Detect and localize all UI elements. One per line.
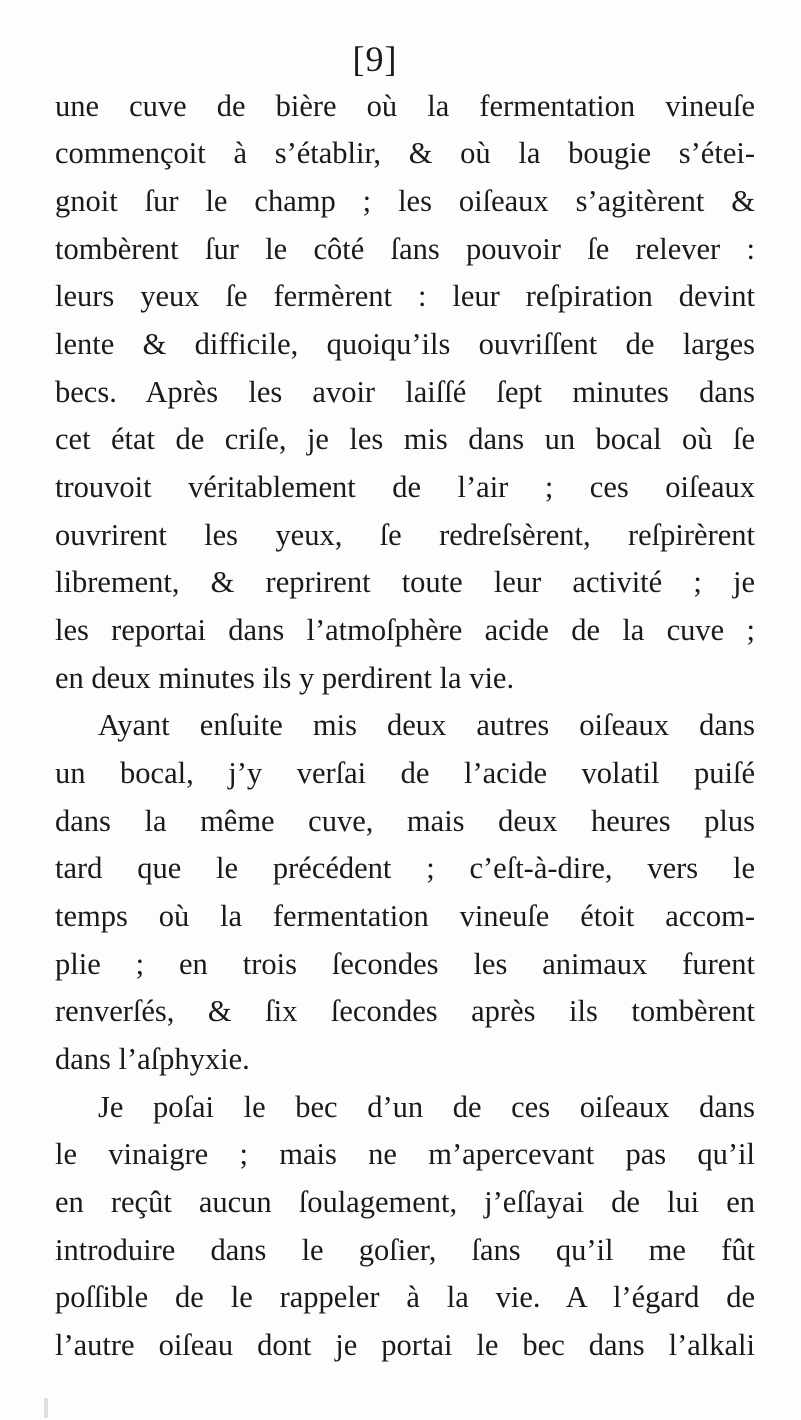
text-line: gnoit ſur le champ ; les oiſeaux s’agitèrent & — [55, 184, 755, 218]
text-line: en reçût aucun ſoulagement, j’eſſayai de lui en — [55, 1185, 755, 1219]
paragraph-end-line: en deux minutes ils y perdirent la vie. — [55, 661, 515, 695]
text-line: dans la même cuve, mais deux heures plus — [55, 804, 755, 838]
paragraph-start-line: Ayant enſuite mis deux autres oiſeaux dans — [98, 708, 755, 742]
paragraph-start-line: Je poſai le bec d’un de ces oiſeaux dans — [98, 1090, 755, 1124]
text-line: trouvoit véritablement de l’air ; ces oiſeaux — [55, 470, 755, 504]
text-line: librement, & reprirent toute leur activité ; je — [55, 565, 755, 599]
text-line: introduire dans le goſier, ſans qu’il me fût — [55, 1233, 755, 1267]
text-line: une cuve de bière où la fermentation vineuſe — [55, 89, 755, 123]
text-line: lente & difficile, quoiqu’ils ouvriſſent de larges — [55, 327, 755, 361]
text-line: cet état de criſe, je les mis dans un bocal où ſe — [55, 422, 755, 456]
paragraph-end-line: dans l’aſphyxie. — [55, 1042, 250, 1076]
text-line: ouvrirent les yeux, ſe redreſsèrent, reſpirèrent — [55, 518, 755, 552]
text-line: leurs yeux ſe fermèrent : leur reſpiration devint — [55, 279, 755, 313]
text-line: commençoit à s’établir, & où la bougie s’étei- — [55, 136, 755, 170]
text-line: un bocal, j’y verſai de l’acide volatil puiſé — [55, 756, 755, 790]
text-line: tard que le précédent ; c’eſt-à-dire, vers le — [55, 851, 755, 885]
text-line: plie ; en trois ſecondes les animaux furent — [55, 947, 755, 981]
paper-smudge — [44, 1398, 48, 1418]
text-line: le vinaigre ; mais ne m’apercevant pas qu’il — [55, 1137, 755, 1171]
text-line: poſſible de le rappeler à la vie. A l’égard de — [55, 1280, 755, 1314]
text-line: tombèrent ſur le côté ſans pouvoir ſe relever : — [55, 232, 755, 266]
text-line: renverſés, & ſix ſecondes après ils tombèrent — [55, 994, 755, 1028]
page-number: [9] — [352, 39, 398, 79]
text-line: becs. Après les avoir laiſſé ſept minutes dans — [55, 375, 755, 409]
text-line: temps où la fermentation vineuſe étoit accom- — [55, 899, 755, 933]
text-line: les reportai dans l’atmoſphère acide de la cuve ; — [55, 613, 755, 647]
text-line: l’autre oiſeau dont je portai le bec dans l’alkali — [55, 1328, 755, 1362]
